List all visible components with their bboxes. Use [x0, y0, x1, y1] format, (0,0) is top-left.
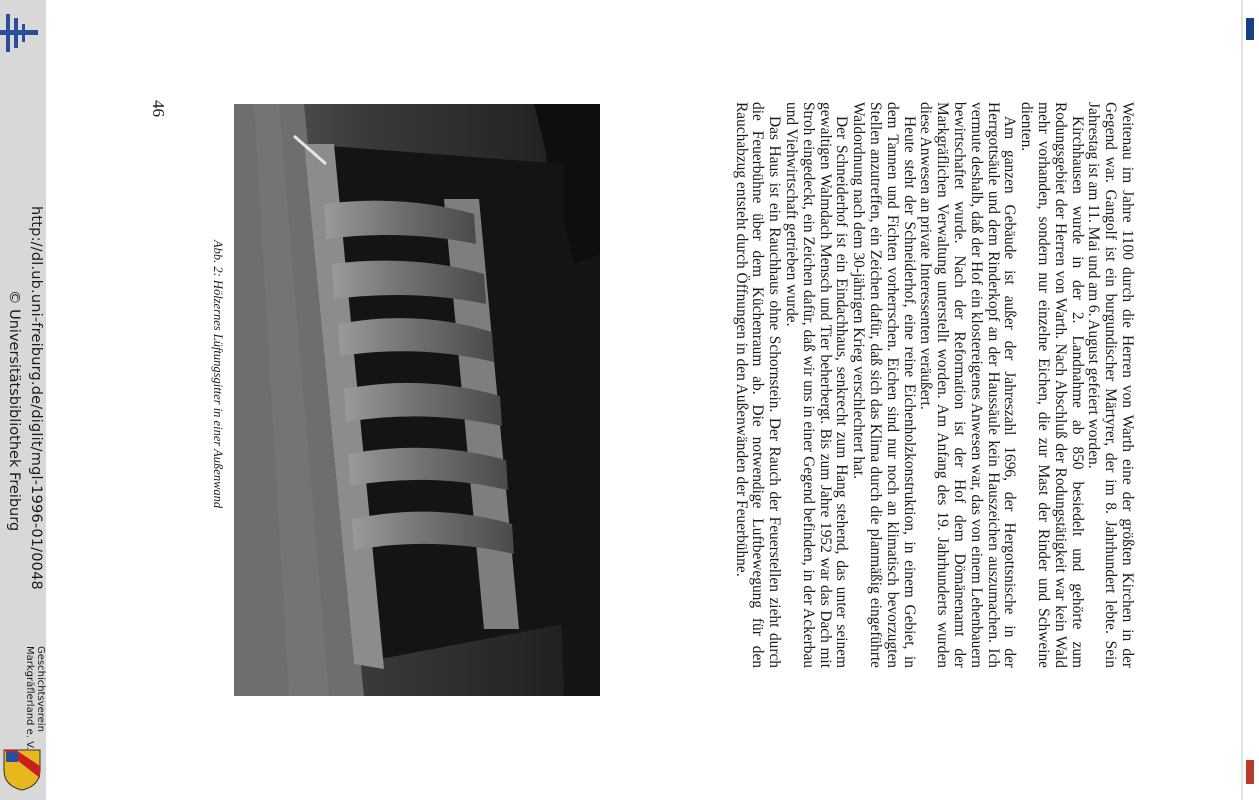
wooden-vent-grille-image [234, 104, 600, 696]
viewer-right-edge [1241, 0, 1259, 800]
paragraph: Kirchhausen wurde in der 2. Landnahme ab 850 besiedelt und gehörte zum Rodungsgebiet der Herren von Warth. Nach Abschluß der Rodungstätigkeit war kein Wald mehr vorhanden, sondern nur einzelne Eichen, die zur Mast der Rinder und Schweine dienten. [1018, 102, 1086, 668]
coat-of-arms-icon [2, 748, 42, 792]
figure-caption: Abb. 2: Hölzernes Lüftungsgitter in einer Außenwand [211, 240, 225, 509]
paragraph: Der Schneiderhof ist ein Eindachhaus, senkrecht zum Hang stehend, das unter seinem gewaltigen Walmdach Mensch und Tier beherbergt. Bis zum Jahre 1952 war das Dach mit Stroh eingedeckt, ein Zeichen dafür, daß wir uns in einer Gegend befinden, in der Ackerbau und Viehwirtschaft getrieben wurde. [783, 102, 851, 668]
ub-freiburg-logo[interactable] [0, 14, 40, 54]
publisher-line-2: Markgräflerland e. V. [24, 646, 35, 750]
document-url[interactable]: http://dl.ub.uni-freiburg.de/diglit/mgl-1996-01/0048 [28, 206, 44, 590]
page-number: 46 [149, 100, 168, 117]
paragraph: Am ganzen Gebäude ist außer der Jahreszahl 1696, der Hergottsnische in der Herrgottsäule und dem Rinderkopf an der Haussäule kein Hauszeichen auszumachen. Ich vermute deshalb, daß der Hof ein klostereigenes Anwesen war, das von einem Lehenbauern bewirtschaftet wurde. Nach der Reformation ist der Hof dem Dömänenamt der Markgräflichen Verwaltung unterstellt worden. Am Anfang des 19. Jahrhunderts wurden diese Anwesen an private Interessenten veräußert. [917, 102, 1019, 668]
paragraph: Das Haus ist ein Rauchhaus ohne Schornstein. Der Rauch der Feuerstellen zieht durch die Feuerbühne über dem Küchenraum ab. Die notwendige Luftbewegung für den Rauchabzug entsteht durch Öffnungen in den Außenwänden der Feuerbühne. [732, 102, 784, 668]
logo-bar [22, 24, 25, 42]
copyright-notice: © Universitätsbibliothek Freiburg [6, 290, 22, 532]
edge-mark [1246, 18, 1254, 40]
publisher-name [24, 646, 46, 750]
publisher-line-1: Geschichtsverein [35, 646, 46, 732]
edge-mark [1246, 760, 1254, 784]
logo-bar [0, 30, 38, 35]
paragraph: Weitenau im Jahre 1100 durch die Herren von Warth eine der größten Kirchen in der Gegend war. Gangolf ist ein burgundischer Märtyrer, der im 8. Jahrhundert lebte. Sein Jahrestag ist am 11. Mai und am 6. August gefeiert worden. [1085, 102, 1136, 668]
figure-photo [234, 104, 600, 696]
paragraph: Heute steht der Schneiderhof, eine reine Eichenholzkonstruktion, in einem Gebiet, in dem Tannen und Fichten vorherrschen. Eichen sind nur noch an klimatisch bevorzugten Stellen anzutreffen, ein Zeichen dafür, daß sich das Klima durch die planmäßig eingeführte Waldordnung nach dem 30-jährigen Krieg verschlechtert hat. [850, 102, 918, 668]
body-text [732, 102, 1135, 668]
